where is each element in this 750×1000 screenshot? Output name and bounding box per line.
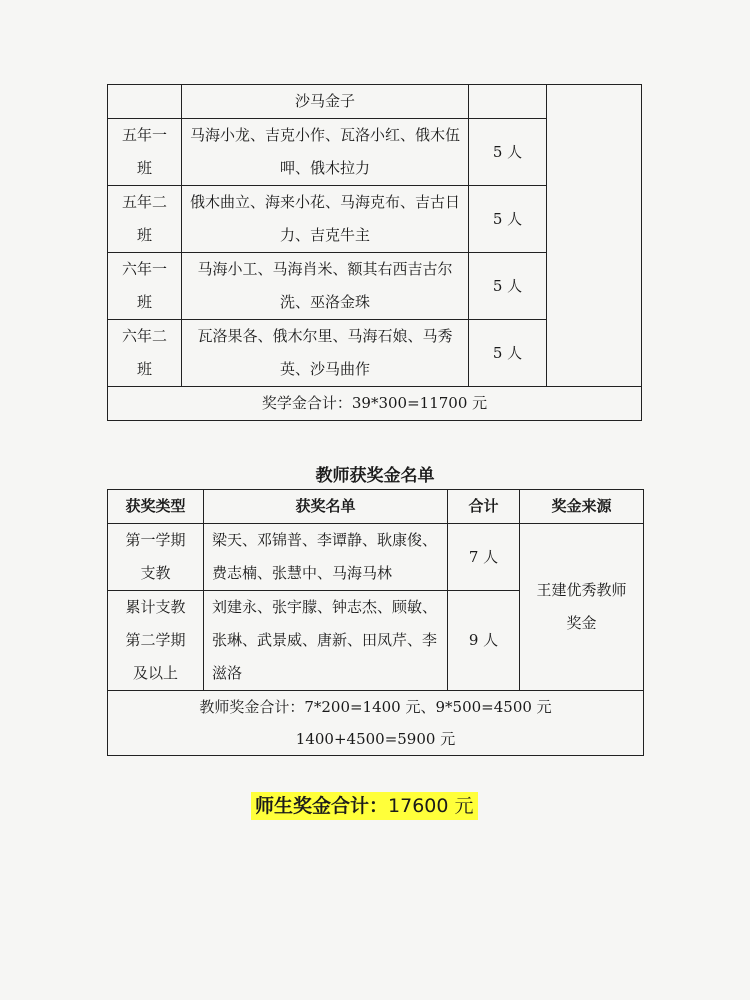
class-label: 五年一班: [121, 126, 167, 177]
names-cell: [182, 253, 469, 320]
names-text: 马海小龙、吉克小作、瓦洛小红、俄木伍呷、俄木拉力: [190, 126, 461, 177]
count-cell: 5 人: [469, 119, 547, 186]
source-label: 王建优秀教师奖金: [536, 581, 627, 632]
names-cell: [182, 186, 469, 253]
count-cell: 9 人: [448, 591, 520, 691]
grand-total-label: 师生奖金合计：: [255, 795, 389, 817]
grand-total-amount: 17600 元: [388, 795, 474, 817]
names-cell: 沙马金子: [182, 85, 469, 119]
class-cell: [108, 320, 182, 387]
table-row: [108, 524, 644, 591]
class-label: 五年二班: [121, 193, 167, 244]
teacher-bonus-table: [107, 489, 644, 756]
teacher-total-line2: 1400+4500=5900 元: [295, 730, 456, 748]
count-cell: 5 人: [469, 186, 547, 253]
class-cell: [108, 253, 182, 320]
count-cell: 5 人: [469, 320, 547, 387]
names-cell: [182, 320, 469, 387]
type-label: 累计支教第二学期及以上: [125, 598, 186, 682]
type-cell: [108, 591, 204, 691]
scholarship-total: 奖学金合计：39*300=11700 元: [108, 387, 642, 421]
student-scholarship-table: [107, 84, 642, 421]
class-label: 六年一班: [121, 260, 167, 311]
table-row: [108, 85, 642, 119]
header-source: 奖金来源: [520, 490, 644, 524]
type-cell: [108, 524, 204, 591]
names-cell: [182, 119, 469, 186]
teacher-total-cell: [108, 691, 644, 756]
count-cell: [469, 85, 547, 119]
source-cell: [520, 524, 644, 691]
names-cell: 刘建永、张宇朦、钟志杰、顾敏、张琳、武景威、唐新、田凤芹、李滋洛: [204, 591, 448, 691]
count-cell: 7 人: [448, 524, 520, 591]
count-cell: 5 人: [469, 253, 547, 320]
names-cell: 梁天、邓锦普、李谭静、耿康俊、费志楠、张慧中、马海马林: [204, 524, 448, 591]
header-names: 获奖名单: [204, 490, 448, 524]
total-row: [108, 691, 644, 756]
header-row: [108, 490, 644, 524]
names-text: 瓦洛果各、俄木尔里、马海石娘、马秀英、沙马曲作: [197, 327, 453, 378]
class-label: 六年二班: [121, 327, 167, 378]
class-cell: [108, 85, 182, 119]
type-label: 第一学期支教: [125, 531, 186, 582]
grand-total-highlight: [251, 792, 478, 820]
teacher-table-title: 教师获奖金名单: [315, 466, 435, 486]
class-cell: [108, 119, 182, 186]
teacher-total-line1: 教师奖金合计：7*200=1400 元、9*500=4500 元: [199, 698, 552, 716]
header-count: 合计: [448, 490, 520, 524]
class-cell: [108, 186, 182, 253]
names-text: 马海小工、马海肖米、额其右西吉古尔洗、巫洛金珠: [197, 260, 453, 311]
names-text: 俄木曲立、海来小花、马海克布、吉古日力、吉克牛主: [190, 193, 461, 244]
source-cell: [547, 85, 642, 387]
header-type: 获奖类型: [108, 490, 204, 524]
total-row: [108, 387, 642, 421]
